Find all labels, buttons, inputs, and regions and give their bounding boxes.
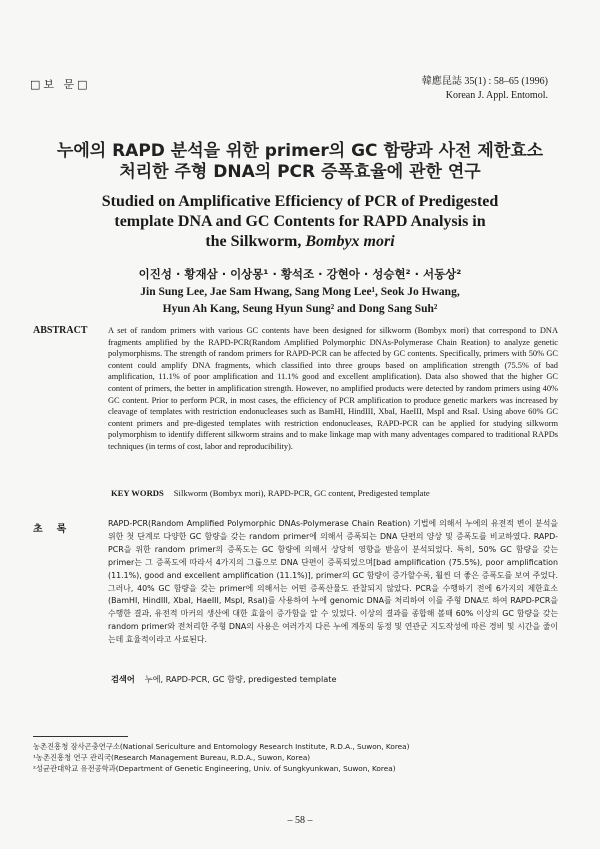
keywords-text: Silkworm (Bombyx mori), RAPD-PCR, GC content, Predigested template — [173, 488, 430, 498]
korean-title — [0, 141, 600, 183]
english-authors-line2: Hyun Ah Kang, Seung Hyun Sung² and Dong Sang Suh² — [162, 303, 438, 315]
keywords-row — [111, 488, 430, 498]
abstract-label: ABSTRACT — [33, 325, 88, 336]
korean-title-line2: 처리한 주형 DNA의 PCR 증폭효율에 관한 연구 — [119, 162, 481, 182]
korean-abstract-text: RAPD-PCR(Random Amplified Polymorphic DNAs-Polymerase Chain Reation) 기법에 의해서 누에의 유전적 변이 분석을 위한 첫 단계로 다양한 GC 함량을 갖는 random primer에 의해서 증폭되는 DNA 단편의 양상 및 증폭도를 비교하였다. RAPD-PCR을 위한 random primer의 증폭도는 GC 함량에 의해서 상당히 영향을 받음이 분석되었다. 특히, 50% GC 함량을 갖는 primer는 그 증폭도에 따라서 4가지의 그룹으로 DNA 단편이 증폭되었으며[bad amplification (75.5%), poor amplification (11.1%), good and excellent amplification (11.1%)], primer의 GC 함량이 증가할수록, 훨씬 더 좋은 증폭도를 보여 주었다. 그러나, 40% GC 함량을 갖는 primer에 의해서는 어떤 증폭산물도 관찰되지 않았다. PCR을 수행하기 전에 6가지의 제한효소(BamHI, HindIII, XbaI, HaeIII, MspI, RsaI)를 사용하여 누에 genomic DNA를 처리하여 이를 주형 DNA로 하여 RAPD-PCR을 수행한 결과, 유전적 마커의 생산에 대한 효율이 증가함을 알 수 있었다. 이상의 결과를 종합해 볼때 60% 이상의 GC 함량을 갖는 random primer와 전처리한 주형 DNA의 사용은 여러가지 다른 누에 계통의 동정 및 연관군 지도작성에 따른 경비 및 시간을 줄이는데 효율적이라고 사료된다. — [108, 519, 558, 645]
korean-abstract-label: 초록 — [33, 524, 81, 535]
journal-citation — [422, 75, 548, 103]
korean-keywords-row — [111, 674, 337, 685]
korean-keywords-label: 검색어 — [111, 674, 135, 684]
journal-korean: 韓應昆誌 35(1) : 58–65 (1996) — [421, 76, 548, 87]
footnote-1: ¹농촌진흥청 연구 관리국(Research Management Bureau, R.D.A., Suwon, Korea) — [33, 752, 311, 762]
keywords-label: KEY WORDS — [111, 488, 164, 498]
english-title-line3 — [0, 232, 600, 252]
page-number: – 58 – — [287, 815, 313, 826]
korean-keywords-text: 누에, RAPD-PCR, GC 함량, predigested template — [144, 674, 337, 684]
english-title-line1: Studied on Amplificative Efficiency of PCR of Predigested — [101, 193, 499, 210]
korean-title-line1: 누에의 RAPD 분석을 위한 primer의 GC 함량과 사전 제한효소 — [56, 141, 544, 161]
english-authors — [0, 284, 600, 318]
footnotes — [33, 742, 409, 774]
footnote-2: ²성균관대학교 유전공학과(Department of Genetic Engineering, Univ. of Sungkyunkwan, Suwon, Korea) — [33, 763, 396, 773]
english-title-line3-prefix: the Silkworm, — [205, 233, 302, 250]
footnote-divider — [33, 736, 128, 737]
korean-authors: 이진성 · 황재삼 · 이상몽¹ · 황석조 · 강현아 · 성승현² · 서동상² — [138, 267, 462, 281]
english-title-line2: template DNA and GC Contents for RAPD Analysis in — [114, 213, 486, 230]
english-authors-line1: Jin Sung Lee, Jae Sam Hwang, Sang Mong Lee¹, Seok Jo Hwang, — [140, 286, 460, 298]
english-title — [0, 192, 600, 252]
species-name: Bombyx mori — [305, 233, 395, 250]
footnote-0: 농촌진흥청 잠사곤충연구소(National Sericulture and Entomology Research Institute, R.D.A., Suwon, Korea) — [33, 742, 410, 751]
section-label: □보 문□ — [30, 78, 91, 91]
abstract-text: A set of random primers with various GC contents have been designed for silkworm (Bombyx mori) that correspond to DNA fragments amplified by the RAPD-PCR(Random Amplified Polymorphic DNAs-Polymerase Chain Reation) to analyze genetic polymorphisms. The strength of random primers for RAPD-PCR can be affected by GC contents. Specifically, primers with 50% GC content could amplify DNA fragments, which classified into three groups based on amplification strength (75.5% of bad amplification, 11.1% of poor amplification and 11.1% good and excellent amplification). Data also showed that the higher GC content of primers, the better in amplification strength. However, no amplified products were detected by random primers using 40% GC content. Prior to perform PCR, in most cases, the efficiency of PCR amplification to produce genetic markers was increased by cleavage of templates with restriction endonucleases such as BamHI, HindIII, XbaI, HaeIII, MspI and RsaI. Using above 60% GC content primers and pre-digested templates with restriction endonucleases, RAPD-PCR can be applied for studying silkworm polymorphism to identify different silkworm strains and to make linkage map with many adventages compared to traditional RAPDs techniques (in terms of cost, labor and reproducibility). — [108, 326, 558, 451]
journal-english: Korean J. Appl. Entomol. — [445, 90, 548, 101]
